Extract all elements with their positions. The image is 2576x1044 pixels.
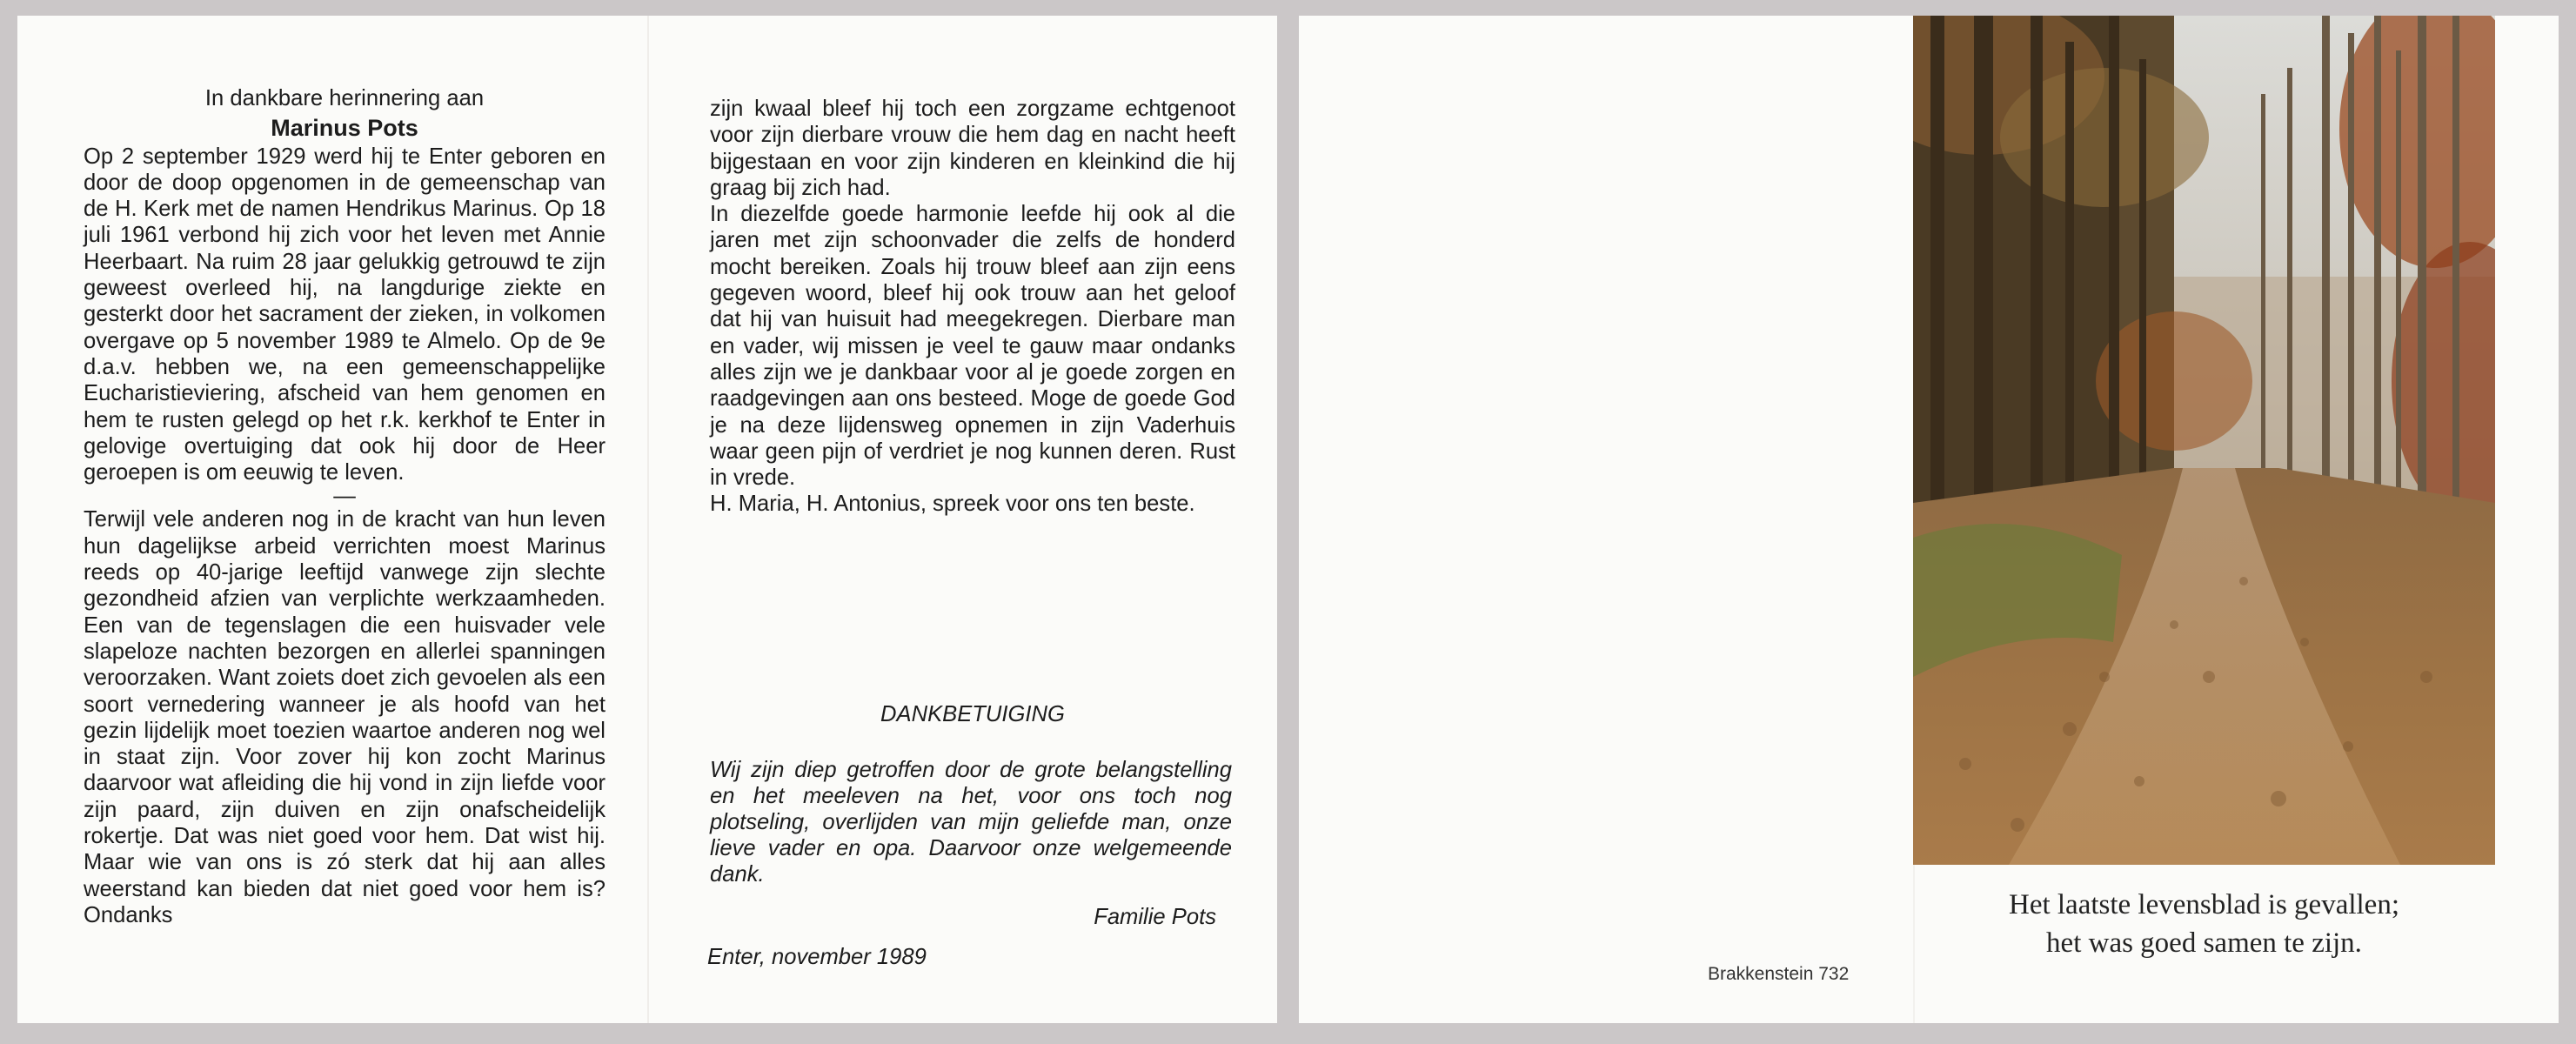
place-date: Enter, november 1989 bbox=[707, 945, 927, 969]
section-divider: — bbox=[333, 484, 356, 509]
deceased-name: Marinus Pots bbox=[271, 115, 418, 142]
publisher-imprint: Brakkenstein 732 bbox=[1708, 964, 1850, 984]
autumn-forest-path-photo bbox=[1913, 16, 2495, 865]
prayer-paragraph: H. Maria, H. Antonius, spreek voor ons ten beste. bbox=[710, 492, 1195, 517]
card-inner-spread bbox=[17, 16, 1277, 1023]
thanks-title: DANKBETUIGING bbox=[880, 702, 1065, 726]
life-paragraph: Terwijl vele anderen nog in de kracht van hun leven hun dagelijkse arbeid verrichten moest Marinus reeds op 40-jarige leeftijd vanwege zijn slechte gezondheid afzien van verplichte werkzaamheden. Een van de tegenslagen die een huisvader vele slapeloze nachten bezorgen en allerlei spanningen veroorzaken. Want zoiets doet zich gevoelen als een soort vernedering wanneer je als hoofd van het gezin lijdelijk moet toezien waartoe anderen nog wel in staat zijn. Voor zover hij kon zocht Marinus daarvoor wat afleiding die hij vond in zijn liefde voor zijn paard, zijn duiven en zijn onafscheidelijk rokertje. Dat was niet goed voor hem. Dat wist hij. Maar wie van ons is zó sterk dat hij aan alles weerstand kan bieden dat niet goed voor hem is? Ondanks bbox=[84, 507, 606, 927]
memorial-verse bbox=[1913, 886, 2495, 962]
thanks-text: Wij zijn diep getroffen door de grote belangstelling en het meeleven na het, voor ons toch nog plotseling, overlijden van mijn geliefde man, onze lieve vader en opa. Daarvoor onze welgemeende dank. bbox=[710, 758, 1232, 887]
memorial-heading: In dankbare herinnering aan bbox=[204, 86, 485, 110]
verse-line-1: Het laatste levensblad is gevallen; bbox=[2008, 889, 2399, 920]
family-signature: Familie Pots bbox=[1094, 905, 1216, 929]
card-outer-spread bbox=[1299, 16, 2559, 1023]
family-paragraph: zijn kwaal bleef hij toch een zorgzame echtgenoot voor zijn dierbare vrouw die hem dag en nacht heeft bijgestaan en voor zijn kinderen en kleinkind die hij graag bij zich had. bbox=[710, 97, 1235, 200]
faith-paragraph: In diezelfde goede harmonie leefde hij ook al die jaren met zijn schoonvader die zelfs de honderd mocht bereiken. Zoals hij trouw bleef aan zijn eens gegeven woord, bleef hij ook trouw aan het geloof dat hij van huisuit had meegekregen. Dierbare man en vader, wij missen je veel te gauw maar ondanks alles zijn we je dankbaar voor al je goede zorgen en raadgevingen aan ons besteed. Moge de goede God je na deze lijdensweg opnemen in zijn Vaderhuis waar geen pijn of verdriet je nog kunnen deren. Rust in vrede. bbox=[710, 202, 1235, 491]
verse-line-2: het was goed samen te zijn. bbox=[2046, 927, 2362, 959]
fold-line bbox=[647, 16, 649, 1023]
memorial-text-column-1 bbox=[84, 85, 606, 928]
memorial-text-column-2 bbox=[710, 96, 1235, 518]
biography-paragraph: Op 2 september 1929 werd hij te Enter geboren en door de doop opgenomen in de gemeenschap van de H. Kerk met de namen Hendrikus Marinus. Op 18 juli 1961 verbond hij zich voor het leven met Annie Heerbaart. Na ruim 28 jaar gelukkig getrouwd te zijn geweest overleed hij, na langdurige ziekte en gesterkt door het sacrament der zieken, in volkomen overgave op 5 november 1989 te Almelo. Op de 9e d.a.v. hebben we, na een gemeenschappelijke Eucharistieviering, afscheid van hem genomen en hem te rusten gelegd op het r.k. kerkhof te Enter in gelovige overtuiging dat ook hij door de Heer geroepen is om eeuwig te leven. bbox=[84, 144, 606, 485]
